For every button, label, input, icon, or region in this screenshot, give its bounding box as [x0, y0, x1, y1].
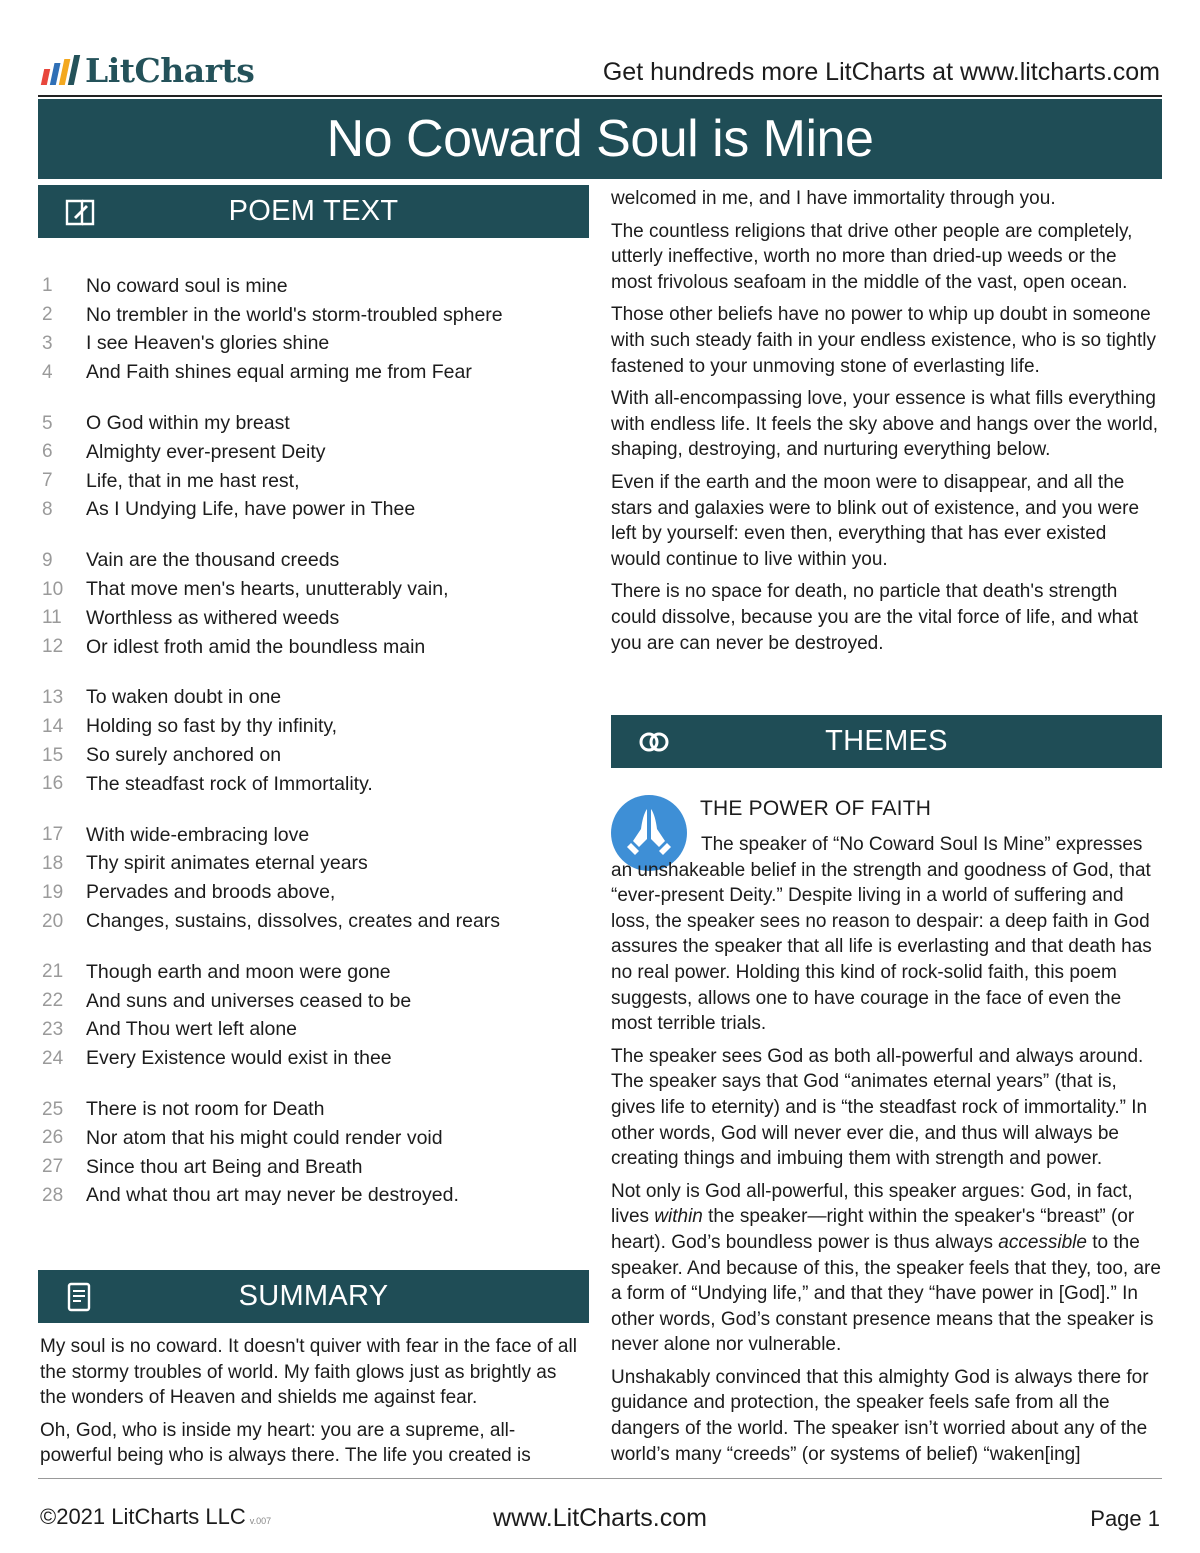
footer-divider	[38, 1478, 1162, 1479]
line-number: 25	[42, 1098, 64, 1120]
poem-line	[38, 821, 588, 850]
line-text: The steadfast rock of Immortality.	[86, 772, 373, 795]
logo-bars-icon	[41, 55, 80, 85]
poem-line	[38, 987, 588, 1016]
poem-text-section-bar	[38, 185, 589, 238]
poem-line	[38, 850, 588, 879]
line-text: Vain are the thousand creeds	[86, 549, 340, 572]
line-text: And Faith shines equal arming me from Fear	[86, 361, 472, 384]
page-title: No Coward Soul is Mine	[326, 110, 874, 168]
themes-section-bar	[611, 715, 1162, 768]
summary-paragraph: The countless religions that drive other people are completely, utterly ineffective, worth no more than dried-up weeds or the most frivolous seafoam in the middle of the vast, open ocean.	[611, 220, 1133, 293]
line-text: Changes, sustains, dissolves, creates and rears	[86, 910, 501, 933]
line-number: 1	[42, 275, 53, 297]
line-text: I see Heaven's glories shine	[86, 332, 330, 355]
theme-text: to the speaker. And because of this, the speaker feels that they, too, are a form of “Undying life,” and that they “have power in [God].” In other words, God’s constant presence means that the speaker is never alone nor vulnerable.	[611, 1231, 1161, 1356]
theme-title[interactable]: THE POWER OF FAITH	[700, 797, 932, 820]
poem-stanza	[38, 958, 588, 1073]
header-tagline[interactable]: Get hundreds more LitCharts at www.litcharts.com	[602, 58, 1160, 86]
line-number: 3	[42, 332, 53, 354]
line-number: 9	[42, 549, 53, 571]
header-divider	[38, 95, 1162, 97]
poem-stanza	[38, 821, 588, 936]
poem-line	[38, 1124, 588, 1153]
summary-heading: SUMMARY	[238, 1280, 389, 1312]
poem-line	[38, 741, 588, 770]
line-text: Thy spirit animates eternal years	[86, 852, 368, 875]
poem-line	[38, 1095, 588, 1124]
poem-line	[38, 633, 588, 662]
line-number: 8	[42, 498, 53, 520]
summary-paragraph: Those other beliefs have no power to whip up doubt in someone with such steady faith in your endless existence, who is so tightly fastened to your unmoving stone of everlasting life.	[611, 304, 1156, 377]
line-text: There is not room for Death	[86, 1098, 325, 1121]
line-text: Every Existence would exist in thee	[86, 1047, 392, 1070]
theme-text: the speaker—right within the speaker's “breast” (or heart). God’s boundless power is thus always	[611, 1206, 1135, 1253]
line-text: Worthless as withered weeds	[86, 606, 340, 629]
summary-paragraph: There is no space for death, no particle that death's strength could dissolve, because you are the vital force of life, and what you are can never be destroyed.	[611, 581, 1139, 654]
poem-line	[38, 1044, 588, 1073]
poem-line	[38, 467, 588, 496]
copyright-text: ©2021 LitCharts LLC	[40, 1504, 246, 1529]
line-number: 22	[42, 990, 64, 1012]
poem-line	[38, 438, 588, 467]
line-number: 4	[42, 361, 53, 383]
theme-paragraph: Unshakably convinced that this almighty God is always there for guidance and protection, the speaker feels safe from all the dangers of the world. The speaker isn’t worried about any of the world’s many “creeds” (or systems of belief) “waken[ing]	[611, 1366, 1149, 1465]
line-number: 17	[42, 824, 64, 846]
poem-line	[38, 712, 588, 741]
line-text: And Thou wert left alone	[86, 1018, 298, 1041]
page-number: Page 1	[1090, 1506, 1160, 1531]
line-number: 14	[42, 715, 64, 737]
line-number: 16	[42, 773, 64, 795]
line-text: Though earth and moon were gone	[86, 960, 391, 983]
summary-paragraph: My soul is no coward. It doesn't quiver with fear in the face of all the stormy troubles of world. My faith glows just as brightly as the wonders of Heaven and shields me against fear.	[40, 1336, 577, 1409]
line-text: Life, that in me hast rest,	[86, 469, 300, 492]
theme-body	[611, 832, 1161, 1474]
poem-text-heading: POEM TEXT	[228, 195, 399, 227]
line-number: 23	[42, 1018, 64, 1040]
theme-paragraph: The speaker of “No Coward Soul Is Mine” expresses an unshakeable belief in the strength and goodness of God, that “ever-present Deity.” Despite living in a world of suffering and loss, the speaker sees no reason to despair: a deep faith in God assures the speaker that all life is everlasting and that death has no real power. Holding this kind of rock-solid faith, this poem suggests, allows one to have courage in the face of even the most terrible trials.	[611, 834, 1152, 1035]
summary-notes-icon	[64, 1282, 98, 1312]
line-text: No trembler in the world's storm-troubled sphere	[86, 303, 503, 326]
summary-paragraph: Oh, God, who is inside my heart: you are a supreme, all-powerful being who is always there. The life you created is	[40, 1419, 531, 1467]
line-text: Pervades and broods above,	[86, 881, 336, 904]
line-number: 26	[42, 1127, 64, 1149]
poem-stanza	[38, 1095, 588, 1210]
line-text: As I Undying Life, have power in Thee	[86, 498, 416, 521]
poem-line	[38, 604, 588, 633]
line-number: 18	[42, 852, 64, 874]
line-number: 7	[42, 470, 53, 492]
line-number: 10	[42, 578, 64, 600]
line-number: 13	[42, 686, 64, 708]
poem-stanza	[38, 684, 588, 799]
poem-line	[38, 272, 588, 301]
poem-line	[38, 1016, 588, 1045]
poem-line	[38, 358, 588, 387]
line-number: 11	[42, 607, 62, 629]
summary-paragraph: Even if the earth and the moon were to disappear, and all the stars and galaxies were to blink out of existence, and you were left by yourself: even then, everything that has ever existed would continue to live within you.	[611, 471, 1140, 570]
theme-emphasis: within	[654, 1206, 703, 1228]
theme-paragraph	[611, 1179, 1161, 1358]
poem-line	[38, 770, 588, 799]
line-number: 5	[42, 412, 53, 434]
line-text: Holding so fast by thy infinity,	[86, 715, 338, 738]
line-text: Almighty ever-present Deity	[86, 440, 326, 463]
poem-line	[38, 575, 588, 604]
line-text: With wide-embracing love	[86, 823, 310, 846]
theme-paragraph: The speaker sees God as both all-powerful and always around. The speaker says that God “animates eternal years” (that is, gives life to eternity) and is “the steadfast rock of immortality.” In other words, God will never ever die, and thus will always be creating things and imbuing them with strength and power.	[611, 1045, 1148, 1170]
line-number: 27	[42, 1156, 64, 1178]
line-text: And suns and universes ceased to be	[86, 989, 412, 1012]
poem-line	[38, 1182, 588, 1211]
line-number: 28	[42, 1184, 64, 1206]
line-text: O God within my breast	[86, 412, 290, 435]
line-text: Or idlest froth amid the boundless main	[86, 635, 426, 658]
poem-line	[38, 878, 588, 907]
poem-line	[38, 496, 588, 525]
line-number: 6	[42, 441, 53, 463]
summary-right-column	[611, 186, 1161, 663]
theme-emphasis: accessible	[998, 1231, 1087, 1253]
themes-rings-icon	[637, 727, 671, 757]
poem-stanza	[38, 546, 588, 661]
poem-line	[38, 546, 588, 575]
line-number: 12	[42, 636, 64, 658]
themes-heading: THEMES	[825, 725, 948, 757]
title-bar	[38, 99, 1162, 179]
line-number: 15	[42, 744, 64, 766]
poem-line	[38, 1153, 588, 1182]
poem-line	[38, 301, 588, 330]
poem-line	[38, 330, 588, 359]
poem-line	[38, 684, 588, 713]
line-number: 21	[42, 961, 64, 983]
line-number: 2	[42, 304, 53, 326]
poem-stanza	[38, 409, 588, 524]
line-text: Since thou art Being and Breath	[86, 1155, 363, 1178]
summary-paragraph: With all-encompassing love, your essence is what fills everything with endless life. It feels the sky above and hangs over the world, shaping, destroying, and nurturing everything below.	[611, 388, 1159, 461]
poem-line	[38, 409, 588, 438]
line-number: 19	[42, 881, 64, 903]
poem-line	[38, 958, 588, 987]
poem-stanza	[38, 272, 588, 387]
line-text: No coward soul is mine	[86, 274, 288, 297]
poem-text	[38, 272, 588, 1232]
footer-site-link[interactable]: www.LitCharts.com	[493, 1504, 707, 1532]
version-text: v.007	[249, 1516, 272, 1526]
line-text: Nor atom that his might could render void	[86, 1126, 443, 1149]
line-number: 20	[42, 910, 64, 932]
poem-line	[38, 907, 588, 936]
line-text: That move men's hearts, unutterably vain,	[86, 578, 449, 601]
logo-text: LitCharts	[85, 50, 255, 90]
litcharts-logo[interactable]	[44, 50, 254, 90]
footer-copyright	[40, 1504, 271, 1530]
summary-section-bar	[38, 1270, 589, 1323]
line-text: So surely anchored on	[86, 744, 282, 767]
summary-left-column	[40, 1334, 585, 1476]
poem-book-icon	[64, 197, 98, 227]
summary-paragraph: welcomed in me, and I have immortality through you.	[611, 188, 1056, 209]
line-number: 24	[42, 1047, 64, 1069]
line-text: To waken doubt in one	[86, 686, 282, 709]
theme-text: Not only is God all-powerful, this speaker argues: God, in fact, lives	[611, 1180, 1133, 1228]
line-text: And what thou art may never be destroyed.	[86, 1184, 459, 1207]
